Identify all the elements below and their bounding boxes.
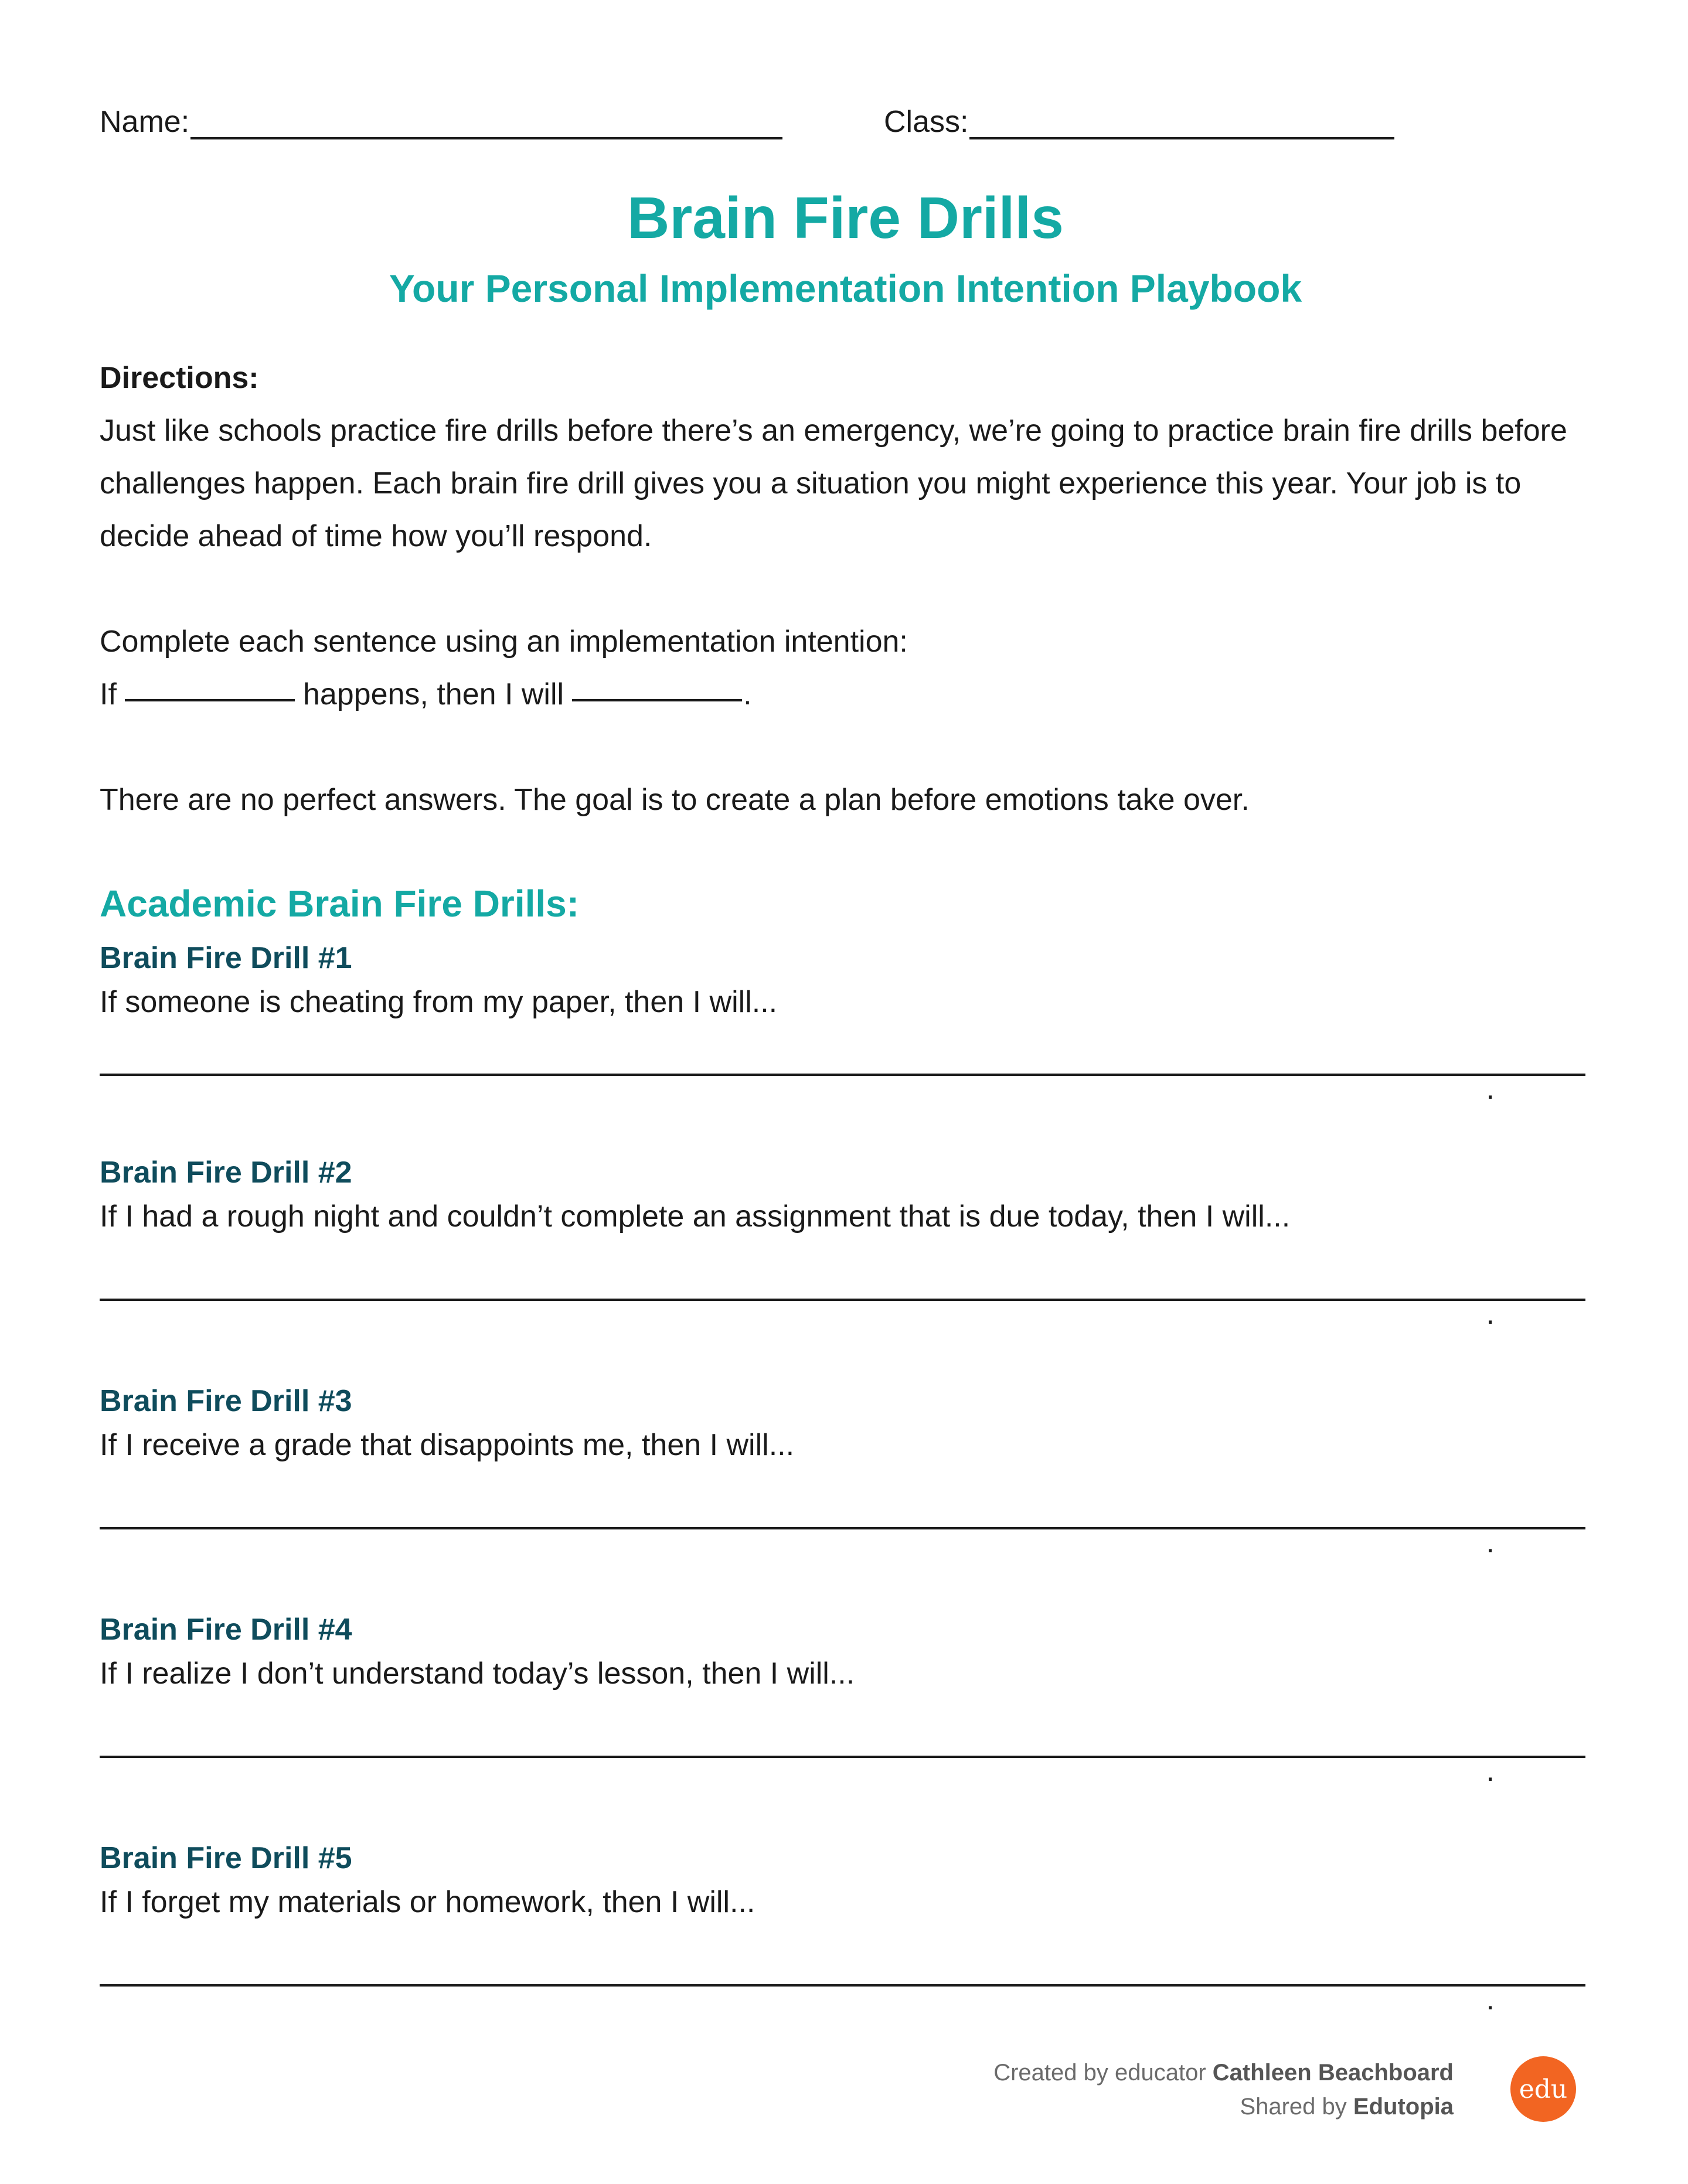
directions-note: There are no perfect answers. The goal is to create a plan before emotions take over. — [100, 783, 1250, 817]
drill-prompt: If someone is cheating from my paper, then I will... — [100, 985, 778, 1019]
implementation-template — [100, 668, 752, 721]
drill-prompt: If I realize I don’t understand today’s lesson, then I will... — [100, 1657, 855, 1691]
drill-3-answer-period: . — [1486, 1525, 1495, 1559]
template-blank-action — [572, 676, 742, 701]
drill-prompt: If I receive a grade that disappoints me, then I will... — [100, 1428, 795, 1462]
section-heading: Academic Brain Fire Drills: — [100, 883, 580, 925]
page-title: Brain Fire Drills — [627, 185, 1064, 251]
drill-5 — [100, 1838, 1591, 1926]
author-name: Cathleen Beachboard — [1212, 2060, 1454, 2086]
class-label: Class: — [884, 105, 969, 139]
drill-title: Brain Fire Drill #3 — [100, 1384, 352, 1418]
drill-5-answer-period: . — [1486, 1982, 1495, 2016]
directions-heading: Directions: — [100, 361, 259, 395]
shared-prefix: Shared by — [1240, 2094, 1347, 2120]
publisher-name: Edutopia — [1353, 2094, 1454, 2120]
drill-prompt: If I had a rough night and couldn’t complete an assignment that is due today, then I will... — [100, 1200, 1291, 1234]
template-happens: happens, then I will — [302, 677, 564, 711]
name-label: Name: — [100, 105, 190, 139]
drill-title: Brain Fire Drill #5 — [100, 1841, 352, 1875]
drill-3 — [100, 1381, 1591, 1469]
instruction-text: Complete each sentence using an implementation intention: — [100, 625, 908, 659]
drill-title: Brain Fire Drill #4 — [100, 1613, 352, 1647]
drill-title: Brain Fire Drill #2 — [100, 1156, 352, 1190]
page-subtitle: Your Personal Implementation Intention Playbook — [389, 267, 1302, 310]
drill-1-answer-line[interactable] — [100, 1074, 1585, 1076]
drill-prompt: If I forget my materials or homework, then I will... — [100, 1885, 755, 1919]
drill-4-answer-period: . — [1486, 1754, 1495, 1788]
drill-2-answer-line[interactable] — [100, 1299, 1585, 1301]
drill-title: Brain Fire Drill #1 — [100, 941, 352, 975]
drill-1 — [100, 938, 1591, 1025]
template-end: . — [743, 677, 752, 711]
drill-1-answer-period: . — [1486, 1072, 1495, 1106]
name-input-line[interactable] — [190, 104, 782, 139]
drill-2 — [100, 1152, 1591, 1240]
created-prefix: Created by educator — [993, 2060, 1206, 2086]
drill-5-answer-line[interactable] — [100, 1984, 1585, 1987]
drill-2-answer-period: . — [1486, 1297, 1495, 1331]
edutopia-logo-icon: edu — [1510, 2056, 1576, 2122]
drill-4-answer-line[interactable] — [100, 1756, 1585, 1758]
name-field[interactable] — [100, 104, 782, 139]
drill-3-answer-line[interactable] — [100, 1527, 1585, 1529]
template-blank-situation — [125, 676, 295, 701]
drill-4 — [100, 1609, 1591, 1697]
directions-body: Just like schools practice fire drills before there’s an emergency, we’re going to practice brain fire drills before challenges happen. Each brain fire drill gives you a situation you might experience this year. Your job is to decide ahead of time how you’ll respond. — [100, 414, 1567, 553]
created-by-line — [993, 2056, 1454, 2090]
class-field[interactable] — [884, 104, 1394, 139]
class-input-line[interactable] — [969, 104, 1394, 139]
shared-by-line — [993, 2090, 1454, 2124]
template-if: If — [100, 677, 117, 711]
footer-credits — [993, 2056, 1454, 2124]
header-fields — [100, 104, 1591, 145]
